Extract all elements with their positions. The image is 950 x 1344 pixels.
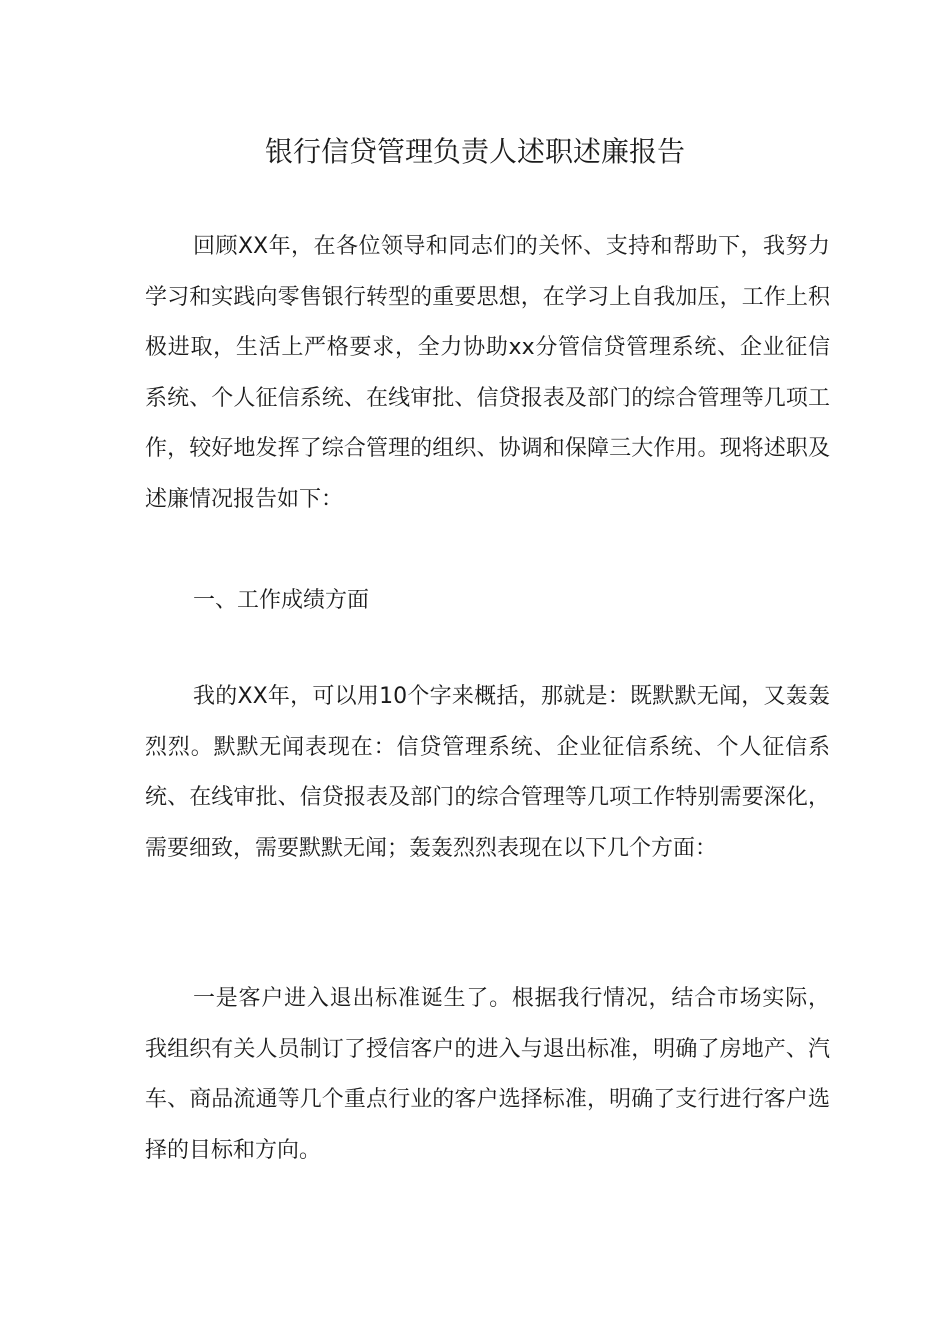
paragraph-intro: 回顾XX年，在各位领导和同志们的关怀、支持和帮助下，我努力学习和实践向零售银行转型的重要思想，在学习上自我加压，工作上积极进取，生活上严格要求，全力协助xx分管信贷管理系统、企业征信系统、个人征信系统、在线审批、信贷报表及部门的综合管理等几项工作，较好地发挥了综合管理的组织、协调和保障三大作用。现将述职及述廉情况报告如下： [145, 234, 830, 512]
paragraph-customer-standards: 一是客户进入退出标准诞生了。根据我行情况，结合市场实际，我组织有关人员制订了授信客户的进入与退出标准，明确了房地产、汽车、商品流通等几个重点行业的客户选择标准，明确了支行进行客户选择的目标和方向。 [145, 986, 830, 1163]
document-title: 银行信贷管理负责人述职述廉报告 [264, 135, 685, 168]
paragraph-summary: 我的XX年，可以用10个字来概括，那就是：既默默无闻，又轰轰烈烈。默默无闻表现在：信贷管理系统、企业征信系统、个人征信系统、在线审批、信贷报表及部门的综合管理等几项工作特别需要深化，需要细致，需要默默无闻；轰轰烈烈表现在以下几个方面： [145, 684, 830, 861]
section-heading-work-achievements: 一、工作成绩方面 [193, 588, 370, 613]
